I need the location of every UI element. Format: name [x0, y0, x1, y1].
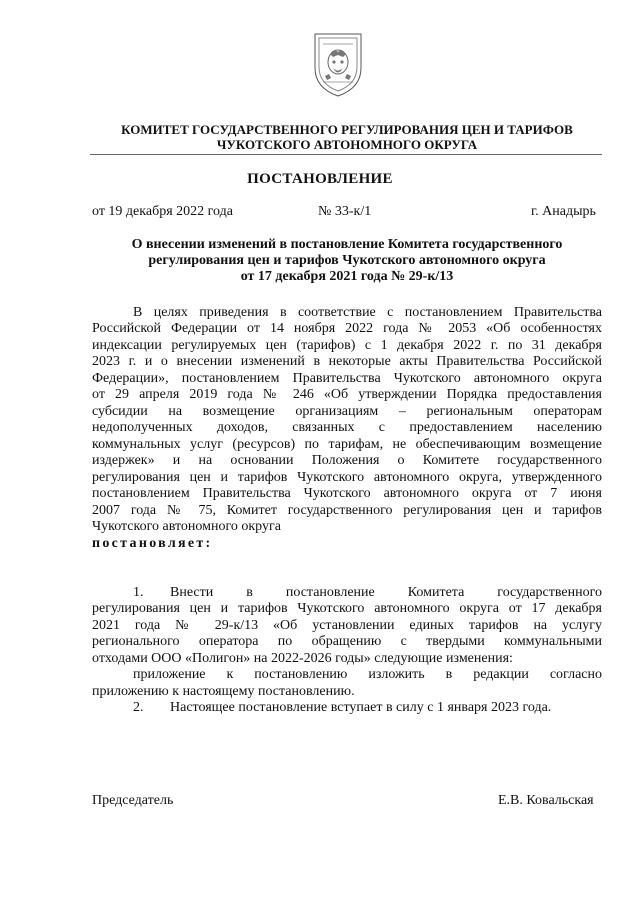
item-1-line: Внести в постановление Комитета государственного [170, 585, 602, 600]
preamble-line: 2007 года № 75, Комитет государственного регулирования цен и тарифов [92, 503, 602, 518]
document-city: г. Анадырь [531, 204, 596, 219]
item-1-line: регионального оператора по обращению с твердыми коммунальными [92, 634, 602, 649]
signatory-name: Е.В. Ковальская [498, 793, 594, 808]
preamble-line: индексации регулируемых цен (тарифов) с 1 декабря 2022 г. по 31 декабря [92, 338, 602, 353]
preamble-line: от 29 апреля 2019 года № 246 «Об утверждении Порядка предоставления [92, 387, 602, 402]
preamble-line: В целях приведения в соответствие с постановлением Правительства [133, 305, 602, 320]
organization-name-line-1: КОМИТЕТ ГОСУДАРСТВЕННОГО РЕГУЛИРОВАНИЯ ЦЕН И ТАРИФОВ [121, 122, 573, 137]
item-2-number: 2. [133, 700, 144, 715]
organization-name-line-2: ЧУКОТСКОГО АВТОНОМНОГО ОКРУГА [216, 137, 478, 152]
preamble-line: издержек» и на основании Положения о Комитете государственного [92, 453, 602, 468]
preamble-line: 2023 г. и о внесении изменений в некоторые акты Правительства Российской [92, 354, 602, 369]
preamble-line: субсидии на возмещение организациям – региональным операторам [92, 404, 602, 419]
preamble-line: Российской Федерации от 14 ноября 2022 года № 2053 «Об особенностях [92, 321, 602, 336]
header-divider [90, 154, 602, 155]
item-1-line: регулирования цен и тарифов Чукотского автономного округа от 17 декабря [92, 601, 602, 616]
subject-line: регулирования цен и тарифов Чукотского автономного округа [148, 253, 546, 268]
subject-line: от 17 декабря 2021 года № 29-к/13 [240, 269, 454, 284]
item-1-sub-line: приложению к настоящему постановлению. [92, 684, 355, 699]
document-type-title: ПОСТАНОВЛЕНИЕ [247, 171, 393, 187]
preamble-line: недополученных доходов, связанных с предоставлением населению [92, 420, 602, 435]
preamble-line: регулирования цен и тарифов Чукотского автономного округа, утвержденного [92, 470, 602, 485]
item-1-line: 2021 года № 29-к/13 «Об установлении единых тарифов на услугу [92, 618, 602, 633]
item-1-line: отходами ООО «Полигон» на 2022-2026 годы» следующие изменения: [92, 651, 513, 666]
item-1-number: 1. [133, 585, 144, 600]
preamble-line: постановлением Правительства Чукотского автономного округа от 7 июня [92, 486, 602, 501]
preamble-line: Федерации», постановлением Правительства Чукотского автономного округа [92, 371, 602, 386]
subject-line: О внесении изменений в постановление Комитета государственного [131, 237, 563, 252]
signatory-position: Председатель [92, 793, 174, 808]
coat-of-arms-emblem [303, 24, 373, 100]
decree-word: постановляет: [92, 536, 213, 551]
document-number: № 33-к/1 [318, 204, 372, 219]
item-1-sub-line: приложение к постановлению изложить в редакции согласно [133, 667, 602, 682]
document-date: от 19 декабря 2022 года [92, 204, 233, 219]
preamble-line: Чукотского автономного округа [92, 519, 281, 534]
preamble-line: коммунальных услуг (ресурсов) по тарифам, не обеспечивающим возмещение [92, 437, 602, 452]
item-2-text: Настоящее постановление вступает в силу с 1 января 2023 года. [170, 700, 552, 715]
